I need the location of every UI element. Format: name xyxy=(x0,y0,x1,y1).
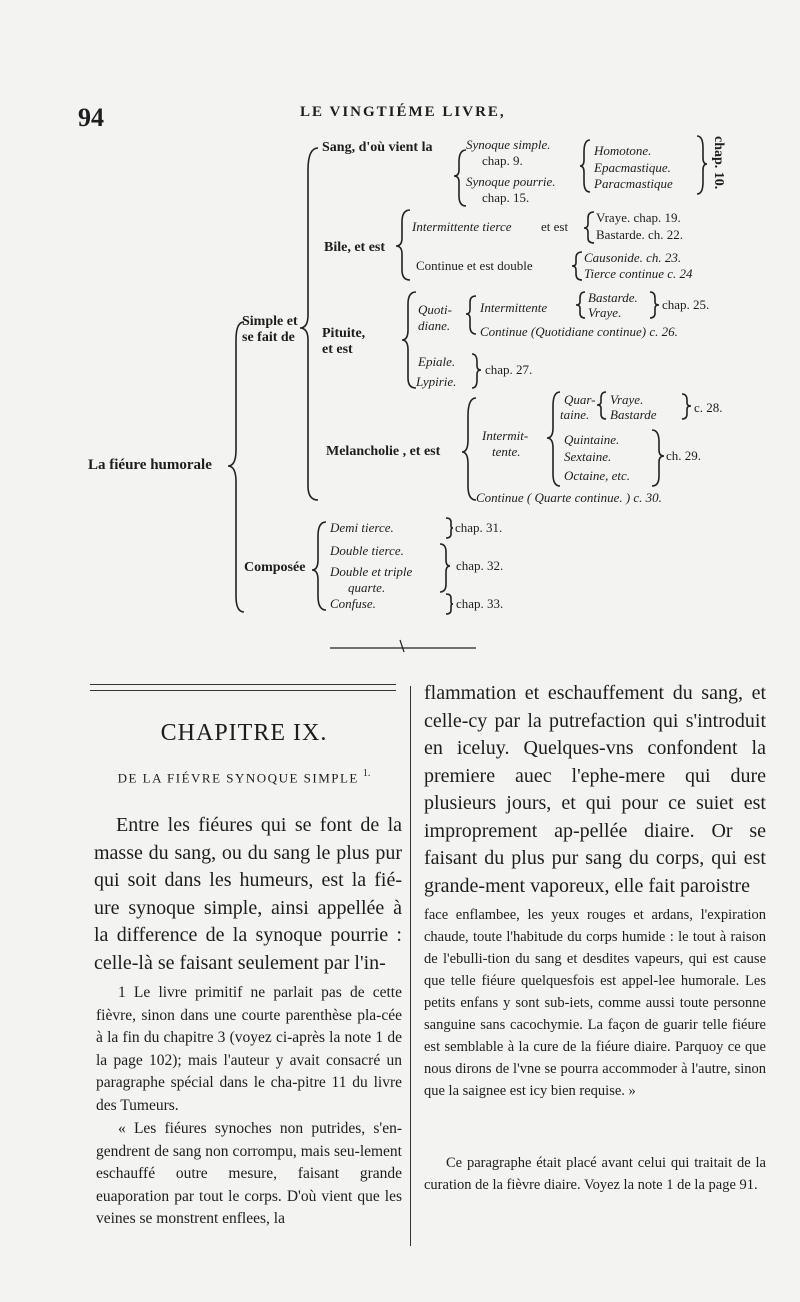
demi-tierce: Demi tierce. xyxy=(330,520,394,535)
melancholie-label: Melancholie , et est xyxy=(326,444,441,459)
chap27: chap. 27. xyxy=(485,362,533,377)
quar: Quar- xyxy=(564,392,596,407)
simple-label-2: se fait de xyxy=(242,330,295,345)
sextaine: Sextaine. xyxy=(564,449,612,464)
chapter-title: CHAPITRE IX. xyxy=(160,720,328,746)
epiale: Epiale. xyxy=(418,354,456,369)
top-rule-1 xyxy=(90,684,396,685)
octaine: Octaine, etc. xyxy=(564,468,631,483)
vraye-28: Vraye. xyxy=(610,392,644,407)
lypirie: Lypirie. xyxy=(416,374,457,389)
et-est-1: et est xyxy=(541,219,569,234)
bastarde-25: Bastarde. xyxy=(588,290,638,305)
pituite-label: Pituite, xyxy=(322,326,366,341)
chap31: chap. 31. xyxy=(455,520,503,535)
tierce-continue: Tierce continue c. 24 xyxy=(584,266,693,281)
chapter-subtitle: DE LA FIÉVRE SYNOQUE SIMPLE xyxy=(117,770,359,786)
bile-label: Bile, et est xyxy=(324,240,386,255)
column-divider xyxy=(410,686,411,1246)
chap33: chap. 33. xyxy=(456,596,504,611)
double-et-triple: Double et triple xyxy=(330,564,413,579)
bastarde-22: Bastarde. ch. 22. xyxy=(596,227,684,242)
chap10-vertical: chap. 10. xyxy=(711,136,726,190)
intermit: Intermit- xyxy=(482,428,529,443)
c28: c. 28. xyxy=(694,400,723,415)
intermittente: Intermittente xyxy=(480,300,548,315)
synoque-pourrie: Synoque pourrie. xyxy=(466,174,556,189)
confuse: Confuse. xyxy=(330,596,376,611)
chap32: chap. 32. xyxy=(456,558,504,573)
closing-note: Ce paragraphe était placé avant celui qui traitait de la curation de la fièvre diaire. Voyez la note 1 de la page 91. xyxy=(424,1155,766,1193)
taine: taine. xyxy=(560,407,590,422)
continue-quotidiane: Continue (Quotidiane continue) c. 26. xyxy=(480,324,678,339)
body-right: flammation et eschauffement du sang, et celle-cy par la putrefaction qui s'introduit en iceluy. Quelques-vns confondent la premiere auec l'ephe-mere qui dure plusieurs jours, et qui pour ce suiet est improprement ap-pellée diaire. Or se faisant du plus pur sang du corps, qui est grande-ment vaporeux, elle fait paroistre xyxy=(424,682,766,897)
epacmastique: Epacmastique. xyxy=(594,160,671,175)
causonide: Causonide. ch. 23. xyxy=(584,250,682,265)
bastarde-28: Bastarde xyxy=(610,407,657,422)
body-left: Entre les fiéures qui se font de la masse du sang, ou du sang le plus pur qui soit dans les humeurs, est la fié-ure synoque simple, ainsi appellée à la difference de la synoque pourrie : celle-là se faisant seulement par l'in- xyxy=(94,814,402,974)
top-rule-2 xyxy=(90,690,396,691)
paracmastique: Paracmastique xyxy=(594,176,673,191)
running-title: LE VINGTIÉME LIVRE, xyxy=(300,104,506,120)
continue-double: Continue et est double xyxy=(416,258,533,273)
chapter-subtitle-row xyxy=(94,768,394,787)
quote-right: face enflambee, les yeux rouges et ardans, l'expiration chaude, toute l'habitude du corps humide : le tout à raison de l'ebulli-tion du sang et desdites vapeurs, qui est cause que telle fiéure quelquesfois est appel-lee humorale. Les petits enfans y sont sub-iets, comme aussi toute personne sanguine sans cacochymie. La façon de guarir telle fiéure est semblable à la cure de la fiéure diaire. Parquoy ce que nous dirons de l'vne se pourra accommoder à l'autre, sinon que la saignee est icy bien requise. » xyxy=(424,907,766,1099)
quarte: quarte. xyxy=(348,580,386,595)
quoti: Quoti- xyxy=(418,302,452,317)
root-label: La fiéure humorale xyxy=(88,457,212,473)
vraye-19: Vraye. chap. 19. xyxy=(596,210,681,225)
chap25: chap. 25. xyxy=(662,297,710,312)
quote-left: « Les fiéures synoches non putrides, s'en-gendrent de sang non corrompu, mais seu-lement eschauffé outre mesure, faisant grande euaporation par tout le corps. D'où vient que les veines se monstrent enflees, la xyxy=(96,1120,402,1227)
chap15: chap. 15. xyxy=(482,190,530,205)
simple-label-1: Simple et xyxy=(242,314,298,329)
footnote-1: 1 Le livre primitif ne parlait pas de cette fièvre, sinon dans une courte parenthèse pla-cée à la fin du chapitre 3 (voyez ci-après la note 1 de la page 102); mais l'auteur y avait consacré un paragraphe spécial dans le cha-pitre 11 du livre des Tumeurs. xyxy=(96,984,402,1114)
ch29: ch. 29. xyxy=(666,448,702,463)
vraye-25: Vraye. xyxy=(588,305,622,320)
tente: tente. xyxy=(492,444,521,459)
et-est-2: et est xyxy=(322,342,353,357)
composee-label: Composée xyxy=(244,560,306,575)
synoque-simple: Synoque simple. xyxy=(466,137,551,152)
quintaine: Quintaine. xyxy=(564,432,620,447)
intermittente-tierce: Intermittente tierce xyxy=(412,219,512,234)
diane: diane. xyxy=(418,318,451,333)
homotone: Homotone. xyxy=(594,143,652,158)
chap9: chap. 9. xyxy=(482,153,523,168)
double-tierce: Double tierce. xyxy=(330,543,404,558)
page-number: 94 xyxy=(78,103,104,132)
sang-label: Sang, d'où vient la xyxy=(322,140,433,155)
footnote-marker: 1. xyxy=(362,768,371,779)
continue-quarte: Continue ( Quarte continue. ) c. 30. xyxy=(476,490,662,505)
